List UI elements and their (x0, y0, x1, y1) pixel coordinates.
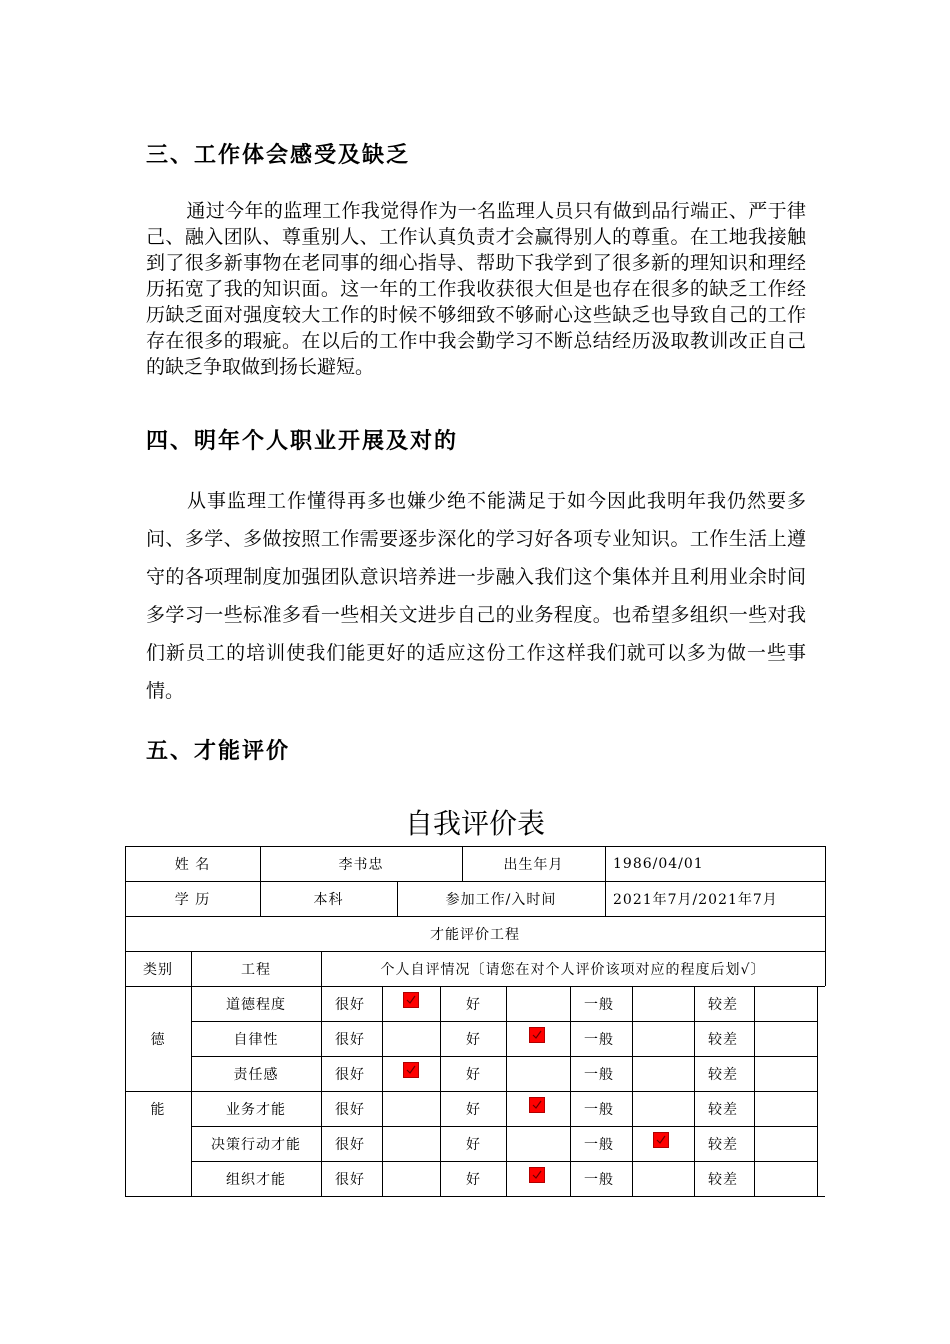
table-border (125, 916, 825, 917)
column-header-category: 类别 (143, 961, 173, 978)
item-label: 决策行动才能 (211, 1136, 301, 1153)
table-border (125, 846, 825, 847)
table-border (125, 846, 126, 1197)
level-label: 较差 (708, 1171, 738, 1188)
section-3-heading: 三、工作体会感受及缺乏 (146, 143, 411, 168)
checkmark-icon (529, 1027, 545, 1043)
table-border (191, 1126, 817, 1127)
table-border (754, 986, 755, 1196)
table-border (125, 1091, 817, 1092)
item-label: 道德程度 (226, 996, 286, 1013)
level-label: 一般 (584, 1031, 614, 1048)
table-border (382, 986, 383, 1196)
category-neng: 能 (150, 1101, 166, 1118)
level-label: 一般 (584, 1171, 614, 1188)
level-label: 一般 (584, 996, 614, 1013)
category-de: 德 (150, 1031, 166, 1048)
education-label: 学 历 (174, 891, 211, 908)
checkmark-icon (403, 992, 419, 1008)
level-label: 好 (466, 1101, 481, 1118)
checkmark-icon (653, 1132, 669, 1148)
checkmark-icon (529, 1097, 545, 1113)
name-label: 姓 名 (174, 856, 211, 873)
level-label: 一般 (584, 1066, 614, 1083)
column-header-evaluation: 个人自评情况〔请您在对个人评价该项对应的程度后划√〕 (380, 961, 766, 978)
table-border (321, 951, 322, 1196)
section-3-paragraph: 通过今年的监理工作我觉得作为一名监理人员只有做到品行端正、严于律己、融入团队、尊重别人、工作认真负责才会赢得别人的尊重。在工地我接触到了很多新事物在老同事的细心指导、帮助下我学到了很多新的理知识和理经历拓宽了我的知识面。这一年的工作我收获很大但是也存在很多的缺乏工作经历缺乏面对强度较大工作的时候不够细致不够耐心这些缺乏也导致自己的工作存在很多的瑕疵。在以后的工作中我会勤学习不断总结经历汲取教训改正自己的缺乏争取做到扬长避短。 (146, 200, 806, 378)
item-label: 组织才能 (226, 1171, 286, 1188)
level-label: 较差 (708, 1136, 738, 1153)
table-border (570, 986, 571, 1196)
level-label: 好 (466, 1031, 481, 1048)
birth-label: 出生年月 (503, 856, 564, 873)
table-border (125, 986, 825, 987)
level-label: 很好 (335, 996, 365, 1013)
level-label: 好 (466, 996, 481, 1013)
table-border (440, 986, 441, 1196)
table-border (125, 951, 825, 952)
table-border (632, 986, 633, 1196)
level-label: 一般 (584, 1136, 614, 1153)
section-4-paragraph: 从事监理工作懂得再多也嫌少绝不能满足于如今因此我明年我仍然要多问、多学、多做按照工作需要逐步深化的学习好各项专业知识。工作生活上遵守的各项理制度加强团队意识培养进一步融入我们这个集体并且利用业余时间多学习一些标准多看一些相关文进步自己的业务程度。也希望多组织一些对我们新员工的培训使我们能更好的适应这份工作这样我们就可以多为做一些事情。 (146, 490, 806, 702)
table-border (506, 986, 507, 1196)
table-border (125, 881, 825, 882)
table-border (125, 1196, 825, 1197)
level-label: 好 (466, 1171, 481, 1188)
item-label: 业务才能 (226, 1101, 286, 1118)
level-label: 较差 (708, 996, 738, 1013)
section-4-heading: 四、明年个人职业开展及对的 (146, 429, 459, 454)
table-border (191, 1021, 817, 1022)
table-border (817, 986, 818, 1196)
table-border (694, 986, 695, 1196)
column-header-item: 工程 (241, 961, 271, 978)
level-label: 一般 (584, 1101, 614, 1118)
level-label: 很好 (335, 1066, 365, 1083)
table-border (605, 846, 606, 916)
checkmark-icon (403, 1062, 419, 1078)
level-label: 很好 (335, 1101, 365, 1118)
level-label: 较差 (708, 1101, 738, 1118)
evaluation-section-title: 才能评价工程 (430, 926, 520, 943)
level-label: 很好 (335, 1171, 365, 1188)
level-label: 较差 (708, 1031, 738, 1048)
table-border (191, 1056, 817, 1057)
item-label: 责任感 (233, 1066, 279, 1083)
table-border (462, 846, 463, 881)
level-label: 较差 (708, 1066, 738, 1083)
table-border (191, 951, 192, 1196)
level-label: 好 (466, 1136, 481, 1153)
table-border (397, 881, 398, 916)
level-label: 很好 (335, 1136, 365, 1153)
birth-value: 1986/04/01 (613, 855, 704, 872)
table-border (825, 846, 826, 986)
table-border (260, 846, 261, 916)
join-date-value: 2021年7月/2021年7月 (613, 891, 778, 908)
level-label: 好 (466, 1066, 481, 1083)
name-value: 李书忠 (338, 856, 384, 873)
join-date-label: 参加工作/入时间 (445, 891, 557, 908)
table-border (191, 1161, 817, 1162)
checkmark-icon (529, 1167, 545, 1183)
table-title: 自我评价表 (404, 807, 545, 840)
section-5-heading: 五、才能评价 (146, 739, 291, 764)
level-label: 很好 (335, 1031, 365, 1048)
item-label: 自律性 (233, 1031, 279, 1048)
education-value: 本科 (313, 891, 344, 908)
